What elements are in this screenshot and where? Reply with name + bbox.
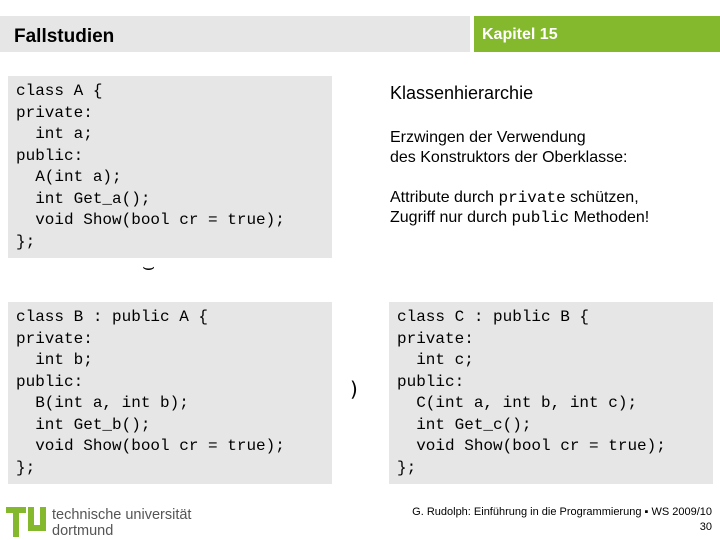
brace-glyph: ⌣ <box>142 254 156 278</box>
access-note-text: Attribute durch <box>390 189 499 206</box>
code-class-b: class B : public A { private: int b; public: B(int a, int b); int Get_b(); void Show(bool cr = true); }; <box>16 308 285 477</box>
access-note <box>390 188 649 228</box>
constructor-note-line2: des Konstruktors der Oberklasse: <box>390 149 628 166</box>
page-title: Fallstudien <box>14 26 115 47</box>
footer-credit-text: G. Rudolph: Einführung in die Programmierung ▪ WS 2009/10 <box>412 506 712 518</box>
paren-glyph: ) <box>350 377 358 401</box>
code-class-c: class C : public B { private: int c; public: C(int a, int b, int c); int Get_c(); void Show(bool cr = true); }; <box>397 308 666 477</box>
constructor-note-line1: Erzwingen der Verwendung <box>390 129 586 146</box>
constructor-note <box>390 128 627 168</box>
footer-credit <box>412 505 712 535</box>
university-name-line2: dortmund <box>52 523 114 539</box>
access-note-text: Zugriff nur durch <box>390 209 512 226</box>
access-note-text: schützen, <box>565 189 639 206</box>
access-note-text: Methoden! <box>569 209 650 226</box>
code-class-a: class A { private: int a; public: A(int a); int Get_a(); void Show(bool cr = true); }; <box>16 82 285 251</box>
university-name-line1: technische universität <box>52 507 192 523</box>
tu-logo-icon <box>6 505 46 539</box>
page-number: 30 <box>699 521 712 533</box>
hierarchy-heading: Klassenhierarchie <box>390 83 534 103</box>
public-keyword: public <box>511 209 570 227</box>
private-keyword: private <box>498 189 566 207</box>
chapter-label: Kapitel 15 <box>482 26 558 43</box>
